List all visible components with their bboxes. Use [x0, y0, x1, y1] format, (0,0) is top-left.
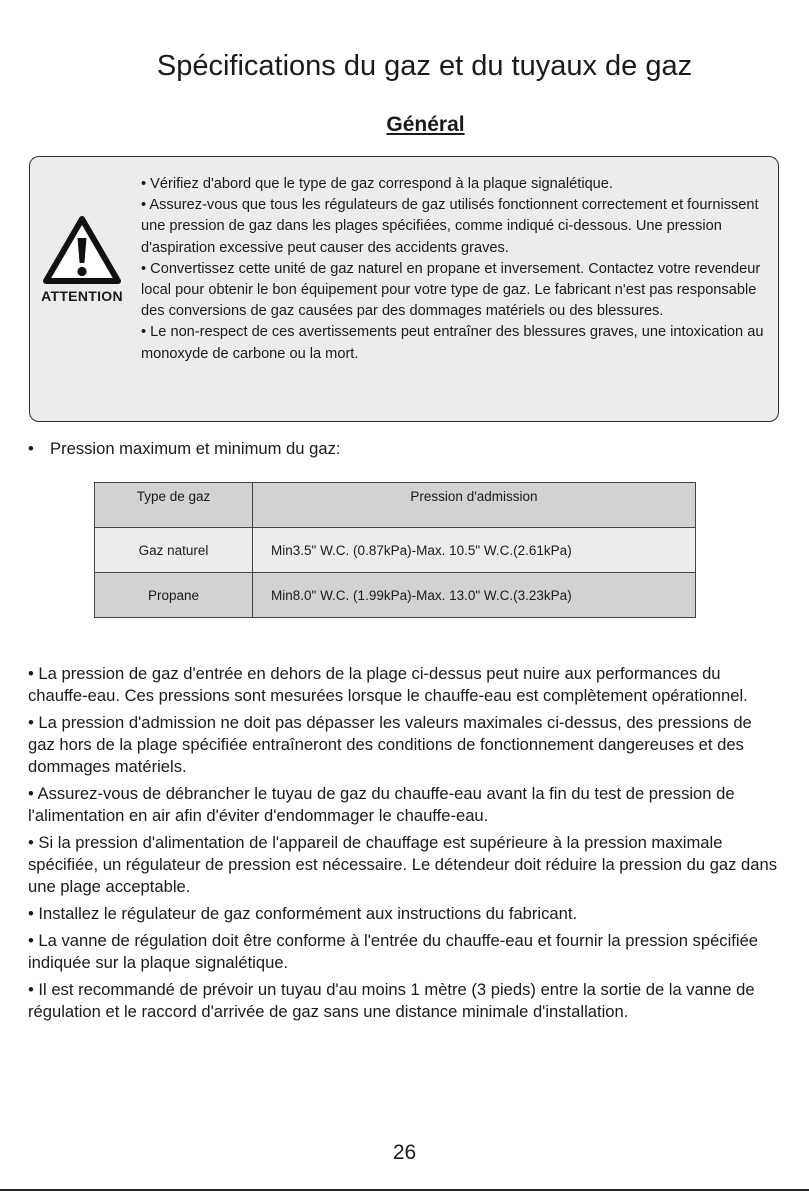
pressure-heading — [28, 439, 340, 459]
pressure-cell: Min3.5" W.C. (0.87kPa)-Max. 10.5" W.C.(2.61kPa) — [253, 528, 696, 573]
warning-label: ATTENTION — [41, 288, 123, 304]
note-paragraph: • Assurez-vous de débrancher le tuyau de gaz du chauffe-eau avant la fin du test de pression de l'alimentation en air afin d'éviter d'endommager le chauffe-eau. — [28, 784, 735, 826]
note-paragraph: • La pression de gaz d'entrée en dehors de la plage ci-dessus peut nuire aux performances du chauffe-eau. Ces pressions sont mesurées lorsque le chauffe-eau est complètement opérationnel. — [28, 664, 748, 706]
warning-paragraph: • Le non-respect de ces avertissements peut entraîner des blessures graves, une intoxication au monoxyde de carbone ou la mort. — [141, 324, 764, 362]
gas-type-cell: Gaz naturel — [95, 528, 253, 573]
pressure-cell: Min8.0" W.C. (1.99kPa)-Max. 13.0" W.C.(3.23kPa) — [253, 573, 696, 618]
warning-paragraph: • Assurez-vous que tous les régulateurs de gaz utilisés fonctionnent correctement et fournissent une pression de gaz dans les plages spécifiées, comme indiqué ci-dessous. Une pression d'aspiration excessive peut causer des accidents graves. — [141, 197, 759, 256]
gas-type-cell: Propane — [95, 573, 253, 618]
note-paragraph: • Installez le régulateur de gaz conformément aux instructions du fabricant. — [28, 904, 578, 924]
note-paragraph: • Il est recommandé de prévoir un tuyau d'au moins 1 mètre (3 pieds) entre la sortie de la vanne de régulation et le raccord d'arrivée de gaz sans une distance minimale d'installation. — [28, 979, 755, 1021]
page-number: 26 — [392, 1141, 417, 1164]
gas-pressure-table — [94, 482, 696, 618]
note-paragraph: • La vanne de régulation doit être conforme à l'entrée du chauffe-eau et fournir la pression spécifiée indiquée sur la plaque signalétique. — [28, 930, 759, 972]
column-header-pressure: Pression d'admission — [253, 483, 696, 528]
warning-box — [29, 156, 779, 422]
warning-paragraph: • Vérifiez d'abord que le type de gaz correspond à la plaque signalétique. — [141, 176, 613, 192]
warning-triangle-icon — [41, 214, 123, 286]
note-paragraph: • La pression d'admission ne doit pas dépasser les valeurs maximales ci-dessus, des pressions de gaz hors de la plage spécifiée entraîneront des conditions de fonctionnement dangereuses et des dommages matériels. — [28, 712, 752, 777]
pressure-heading-text: Pression maximum et minimum du gaz: — [50, 439, 341, 458]
page-title: Spécifications du gaz et du tuyaux de gaz — [156, 50, 693, 82]
table-row — [95, 528, 696, 573]
bullet: • — [28, 439, 34, 458]
bottom-divider — [0, 1189, 809, 1191]
section-subtitle: Général — [386, 113, 465, 136]
note-paragraph: • Si la pression d'alimentation de l'appareil de chauffage est supérieure à la pression maximale spécifiée, un régulateur de pression est nécessaire. Le détendeur doit réduire la pression du gaz dans une plage acceptable. — [28, 832, 778, 897]
warning-icon-group — [34, 214, 130, 304]
table-row — [95, 573, 696, 618]
warning-paragraph: • Convertissez cette unité de gaz naturel en propane et inversement. Contactez votre revendeur local pour obtenir le bon équipement pour votre type de gaz. Le fabricant n'est pas responsable des conversions de gaz causées par des dommages matériels ou des blessures. — [141, 260, 761, 320]
warning-text — [141, 174, 771, 365]
table-header-row — [95, 483, 696, 528]
column-header-gas-type: Type de gaz — [95, 483, 253, 528]
notes-section — [28, 663, 780, 1028]
